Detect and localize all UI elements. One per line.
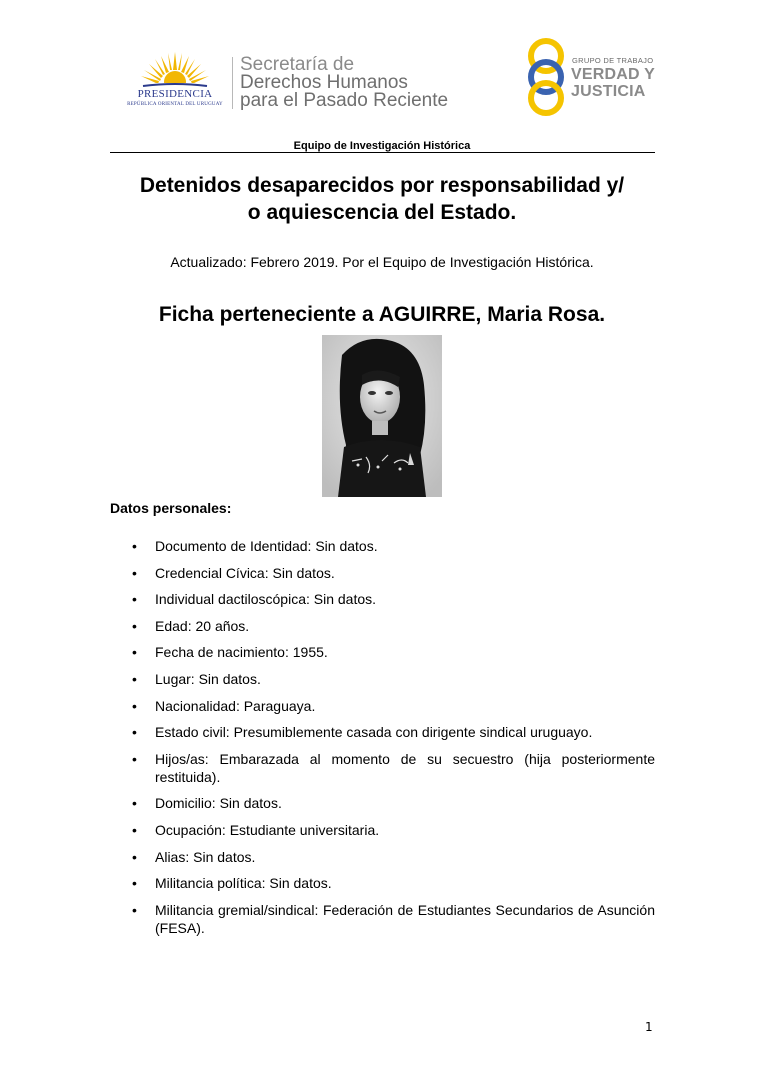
list-item: • Edad: 20 años.	[132, 617, 655, 635]
list-item: • Militancia gremial/sindical: Federación de Estudiantes Secundarios de Asunción (FESA).	[132, 901, 655, 937]
title-line-1: Detenidos desaparecidos por responsabilidad y/	[139, 174, 625, 197]
team-header: Equipo de Investigación Histórica	[293, 140, 471, 152]
updated-note: Actualizado: Febrero 2019. Por el Equipo de Investigación Histórica.	[170, 254, 594, 270]
secretaria-line-2: Derechos Humanos	[240, 72, 408, 93]
list-item: • Estado civil: Presumiblemente casada con dirigente sindical uruguayo.	[132, 723, 655, 741]
list-item: • Ocupación: Estudiante universitaria.	[132, 821, 655, 839]
grupo-line-1: VERDAD Y	[571, 66, 655, 83]
presidencia-word: PRESIDENCIA	[137, 88, 213, 100]
list-item: • Credencial Cívica: Sin datos.	[132, 564, 655, 582]
grupo-trabajo-logo	[524, 36, 659, 118]
sun-icon	[139, 52, 211, 90]
portrait-image	[322, 335, 442, 497]
secretaria-line-3: para el Pasado Reciente	[240, 90, 449, 111]
section-title: Datos personales:	[110, 500, 232, 516]
document-title	[110, 172, 654, 226]
ficha-heading: Ficha perteneciente a AGUIRRE, Maria Rosa.	[158, 303, 606, 326]
secretaria-line-1: Secretaría de	[240, 54, 355, 75]
list-item: • Lugar: Sin datos.	[132, 670, 655, 688]
list-item: • Domicilio: Sin datos.	[132, 794, 655, 812]
header-rule	[110, 152, 655, 153]
list-item: • Fecha de nacimiento: 1955.	[132, 643, 655, 661]
list-item: • Nacionalidad: Paraguaya.	[132, 697, 655, 715]
presidencia-subtitle: REPÚBLICA ORIENTAL DEL URUGUAY	[127, 102, 223, 107]
list-item: • Militancia política: Sin datos.	[132, 874, 655, 892]
header-divider	[232, 57, 233, 109]
grupo-line-2: JUSTICIA	[571, 83, 646, 100]
presidencia-logo	[125, 52, 225, 112]
list-item: • Individual dactiloscópica: Sin datos.	[132, 590, 655, 608]
list-item: • Alias: Sin datos.	[132, 848, 655, 866]
page-number: 1	[645, 1020, 653, 1034]
list-item: • Hijos/as: Embarazada al momento de su secuestro (hija posteriormente restituida).	[132, 750, 655, 786]
rings-icon	[524, 36, 568, 118]
secretaria-logo-text	[240, 56, 448, 110]
portrait-photo	[322, 335, 442, 497]
list-item: • Documento de Identidad: Sin datos.	[132, 537, 655, 555]
title-line-2: o aquiescencia del Estado.	[247, 201, 517, 224]
grupo-small-label: GRUPO DE TRABAJO	[572, 56, 654, 65]
personal-data-list	[132, 537, 655, 945]
